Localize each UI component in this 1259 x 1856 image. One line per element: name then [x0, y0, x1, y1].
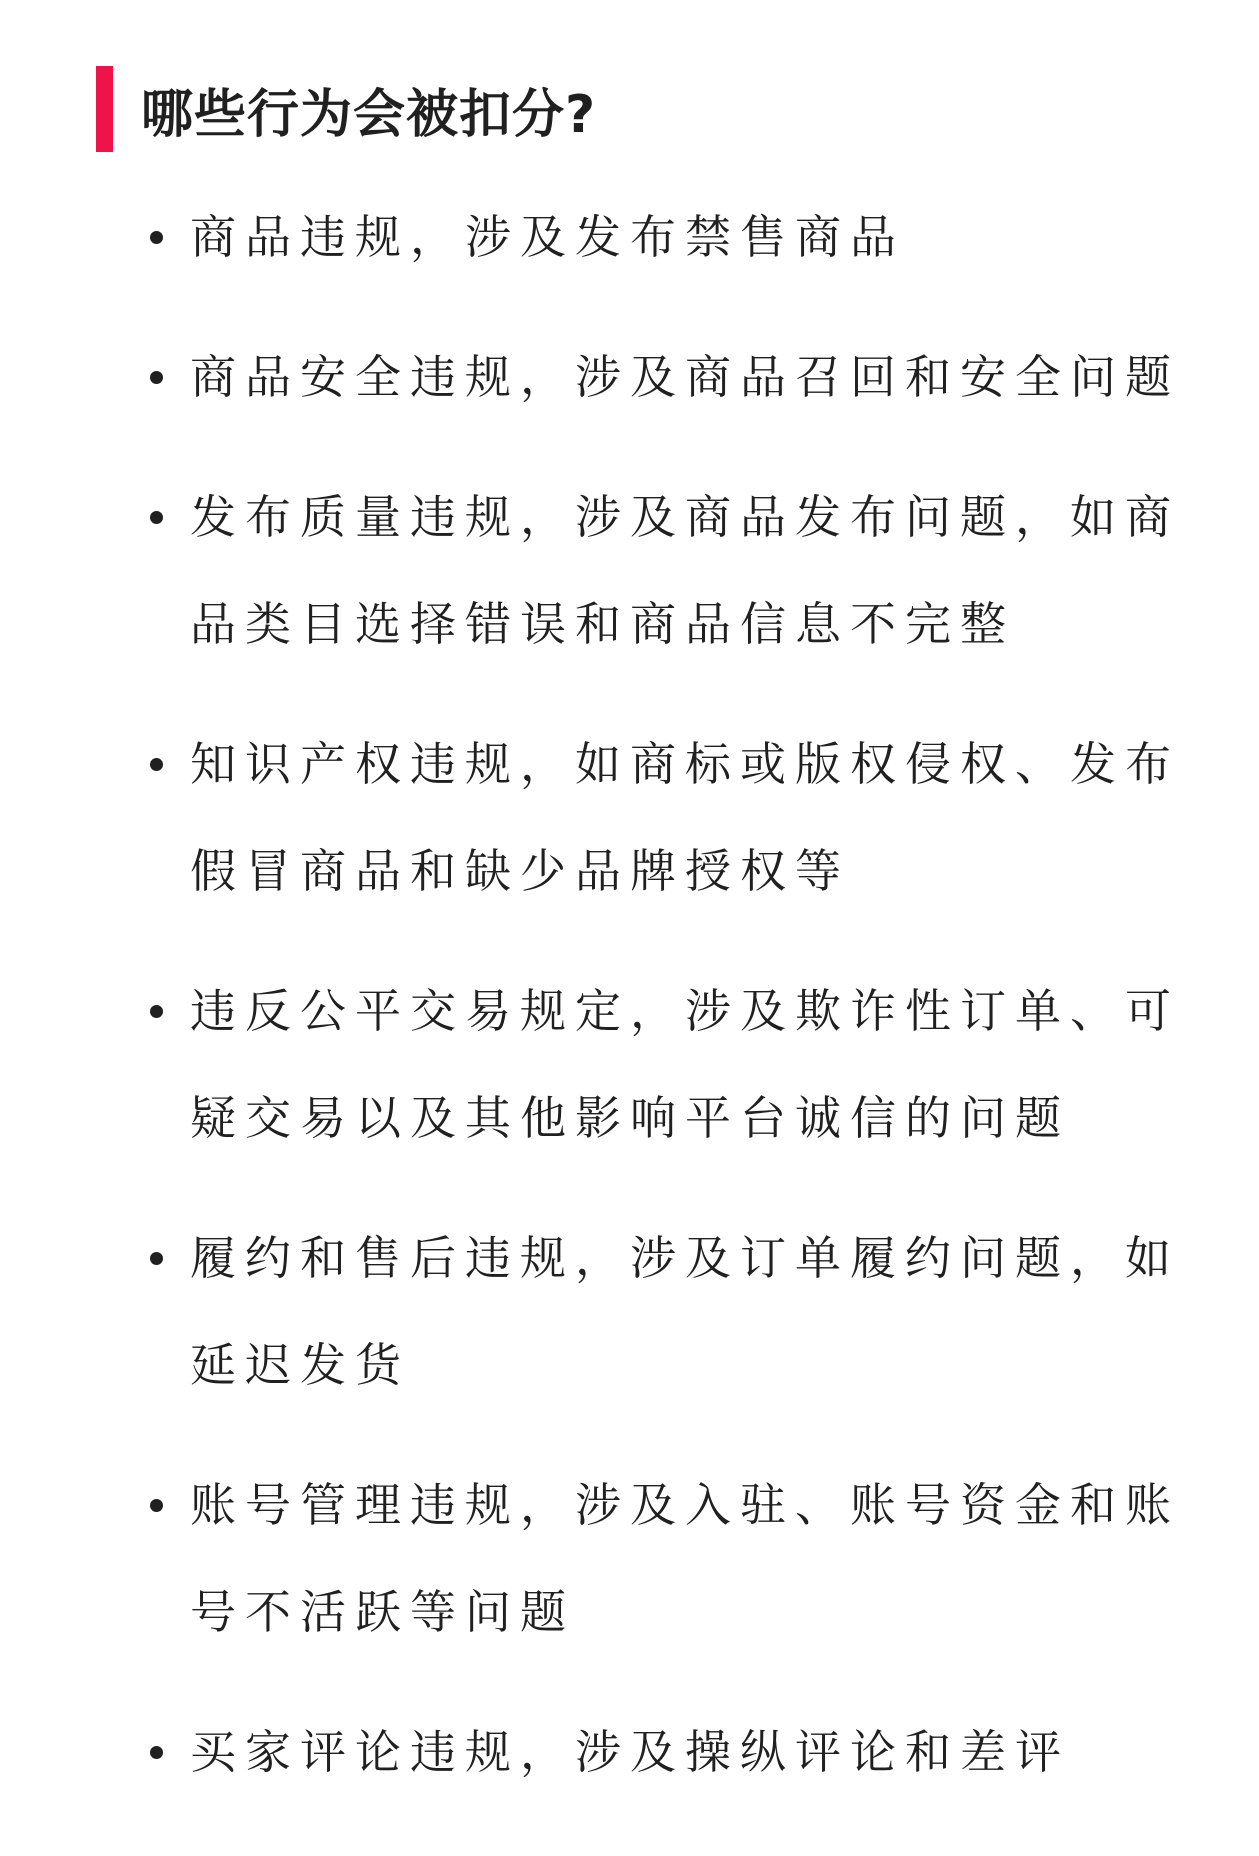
heading-title: 哪些行为会被扣分?	[141, 84, 597, 145]
list-item	[0, 958, 1259, 1172]
list-item	[0, 1452, 1259, 1666]
bullet-icon	[150, 1746, 163, 1759]
bullet-icon	[150, 511, 163, 524]
list-item-text: 发布质量违规，涉及商品发布问题，如商品类目选择错误和商品信息不完整	[190, 490, 1180, 651]
bullet-icon	[150, 1499, 163, 1512]
list-item	[0, 1205, 1259, 1419]
list-item	[0, 184, 1259, 291]
bullet-icon	[150, 758, 163, 771]
bullet-icon	[150, 1252, 163, 1265]
violation-list	[0, 184, 1259, 1839]
list-item	[0, 1699, 1259, 1806]
list-item-text: 商品安全违规，涉及商品召回和安全问题	[190, 350, 1180, 404]
list-item	[0, 464, 1259, 678]
list-item	[0, 711, 1259, 925]
section-heading	[96, 66, 596, 152]
heading-accent-bar	[96, 66, 113, 152]
bullet-icon	[150, 1005, 163, 1018]
list-item-text: 商品违规，涉及发布禁售商品	[190, 210, 905, 264]
list-item	[0, 324, 1259, 431]
list-item-text: 知识产权违规，如商标或版权侵权、发布假冒商品和缺少品牌授权等	[190, 737, 1180, 898]
list-item-text: 违反公平交易规定，涉及欺诈性订单、可疑交易以及其他影响平台诚信的问题	[190, 984, 1180, 1145]
list-item-text: 履约和售后违规，涉及订单履约问题，如延迟发货	[190, 1231, 1180, 1392]
bullet-icon	[150, 231, 163, 244]
bullet-icon	[150, 371, 163, 384]
list-item-text: 买家评论违规，涉及操纵评论和差评	[190, 1725, 1070, 1779]
list-item-text: 账号管理违规，涉及入驻、账号资金和账号不活跃等问题	[190, 1478, 1180, 1639]
